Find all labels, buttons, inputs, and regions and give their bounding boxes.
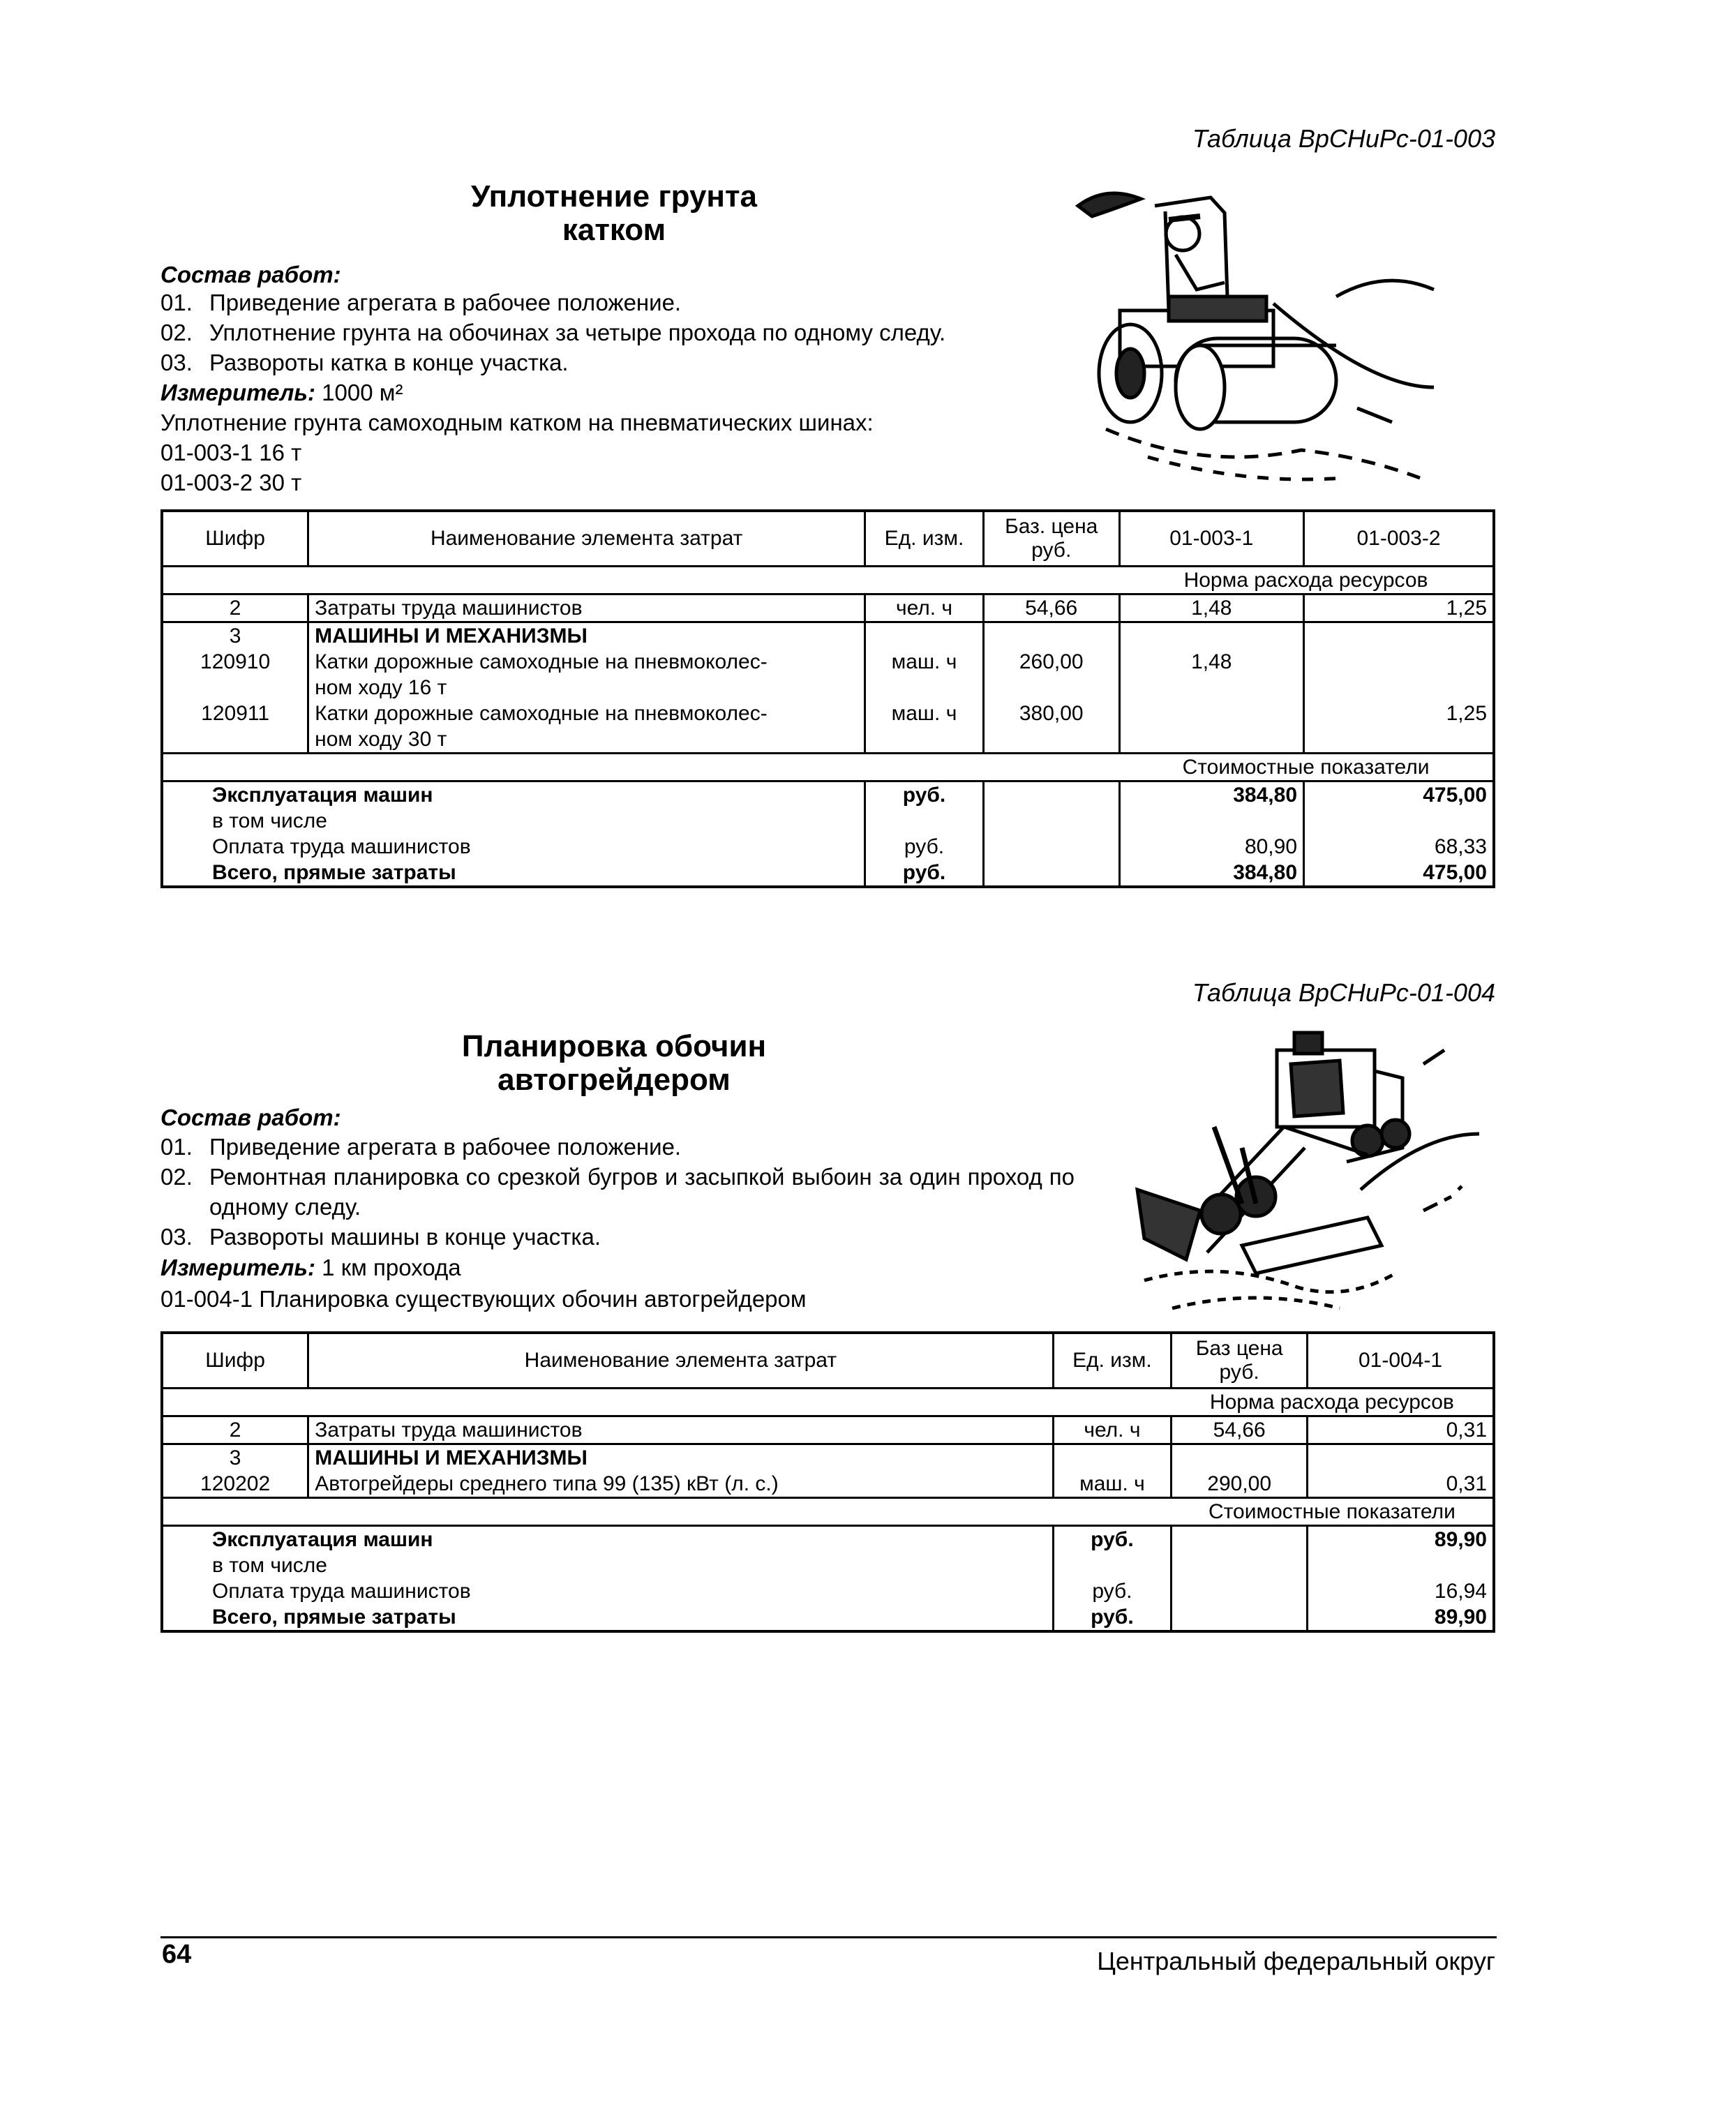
cell-name: Оплата труда машинистов xyxy=(212,1580,471,1603)
cell-value xyxy=(1119,701,1303,754)
header-cell: 01-003-1 xyxy=(1119,511,1303,567)
meter-value: 1 км прохода xyxy=(322,1255,461,1280)
step-text: Приведение агрегата в рабочее положение. xyxy=(209,290,682,315)
header-cell: Шифр xyxy=(162,511,308,567)
table-row xyxy=(162,1552,1494,1578)
cost-label: Стоимостные показатели xyxy=(1172,1498,1494,1526)
cell-name: Затраты труда машинистов xyxy=(308,1416,1053,1444)
title-line: Уплотнение грунта xyxy=(470,179,758,214)
cell-name xyxy=(308,649,865,701)
table-row xyxy=(162,701,1494,754)
work-step xyxy=(160,1162,1075,1222)
work-step xyxy=(160,347,1102,377)
cell-value: 16,94 xyxy=(1308,1578,1494,1604)
table-row xyxy=(162,834,1494,860)
cell-value: 475,00 xyxy=(1304,781,1494,809)
composition-label: Состав работ: xyxy=(160,1105,341,1130)
cell-unit: маш. ч xyxy=(865,701,984,754)
cell-price: 54,66 xyxy=(983,594,1119,622)
cell-unit: руб. xyxy=(1053,1526,1172,1553)
description: Уплотнение грунта самоходным катком на пневматических шинах: xyxy=(160,410,874,435)
cell-code: 120202 xyxy=(200,1472,271,1495)
table-row xyxy=(162,594,1494,622)
cost-label: Стоимостные показатели xyxy=(1119,754,1494,781)
step-text: Развороты машины в конце участка. xyxy=(209,1224,601,1250)
cell-code: 2 xyxy=(162,594,308,622)
cell-code: 3 xyxy=(229,1446,241,1469)
cell-unit: маш. ч xyxy=(865,649,984,701)
cell-name: Автогрейдеры среднего типа 99 (135) кВт (л. с.) xyxy=(308,1471,1053,1498)
cell-value: 384,80 xyxy=(1119,781,1303,809)
cell-value: 68,33 xyxy=(1304,834,1494,860)
table-reference: Таблица ВрСНиРс-01-003 xyxy=(1192,124,1495,153)
section-title xyxy=(391,180,837,247)
page-number: 64 xyxy=(162,1940,192,1969)
header-cell: Ед. изм. xyxy=(1053,1333,1172,1389)
step-number: 01. xyxy=(160,290,193,315)
cell-unit: руб. xyxy=(1053,1604,1172,1631)
cell-name-line: Катки дорожные самоходные на пневмоколес- xyxy=(315,650,768,673)
header-cell: Ед. изм. xyxy=(865,511,984,567)
section-title xyxy=(391,1030,837,1097)
title-line: автогрейдером xyxy=(497,1063,731,1097)
cell-code: 120910 xyxy=(200,650,271,673)
road-roller-illustration xyxy=(1064,178,1441,499)
table-row xyxy=(162,781,1494,809)
composition-label: Состав работ: xyxy=(160,262,341,287)
cell-name xyxy=(308,701,865,754)
work-step xyxy=(160,1132,1075,1162)
table-row xyxy=(162,1526,1494,1553)
table-header-row xyxy=(162,511,1494,567)
cell-name: Затраты труда машинистов xyxy=(308,594,865,622)
meter-label: Измеритель: xyxy=(160,1255,315,1280)
table-subheader-row xyxy=(162,1389,1494,1416)
cost-table xyxy=(160,1331,1495,1633)
cell-price: 290,00 xyxy=(1172,1471,1308,1498)
header-cell: Наименование элемента затрат xyxy=(308,511,865,567)
norm-label: Норма расхода ресурсов xyxy=(1119,567,1494,594)
step-number: 02. xyxy=(160,320,193,345)
header-cell: Шифр xyxy=(162,1333,308,1389)
cell-value: 1,25 xyxy=(1304,594,1494,622)
work-step xyxy=(160,1222,1075,1252)
cell-unit: чел. ч xyxy=(865,594,984,622)
table-row xyxy=(162,1578,1494,1604)
cell-name: Всего, прямые затраты xyxy=(212,1606,456,1629)
table-subheader-row xyxy=(162,567,1494,594)
cell-code: 3 xyxy=(229,624,241,648)
table-row xyxy=(162,622,1494,650)
cell-code: 2 xyxy=(162,1416,308,1444)
cell-name: МАШИНЫ И МЕХАНИЗМЫ xyxy=(308,622,865,650)
norm-label: Норма расхода ресурсов xyxy=(1172,1389,1494,1416)
footer-region: Центральный федеральный округ xyxy=(1097,1947,1495,1975)
footer-divider xyxy=(160,1936,1497,1938)
cell-name-line: Катки дорожные самоходные на пневмоколес- xyxy=(315,702,768,725)
cell-price: 54,66 xyxy=(1172,1416,1308,1444)
step-number: 01. xyxy=(160,1134,193,1160)
cell-name: Оплата труда машинистов xyxy=(212,835,471,858)
cell-value: 1,48 xyxy=(1119,649,1303,701)
table-row xyxy=(162,1604,1494,1631)
table-row xyxy=(162,860,1494,887)
table-reference: Таблица ВрСНиРс-01-004 xyxy=(1192,978,1495,1007)
cell-value: 89,90 xyxy=(1308,1604,1494,1631)
title-line: катком xyxy=(562,213,666,247)
header-cell: Баз цена руб. xyxy=(1172,1333,1308,1389)
cell-value: 384,80 xyxy=(1119,860,1303,887)
header-cell: 01-004-1 xyxy=(1308,1333,1494,1389)
title-line: Планировка обочин xyxy=(461,1029,767,1063)
step-text: Развороты катка в конце участка. xyxy=(209,350,569,375)
cell-price: 380,00 xyxy=(983,701,1119,754)
step-number: 02. xyxy=(160,1164,193,1190)
table-subheader-row xyxy=(162,1498,1494,1526)
table-row xyxy=(162,1416,1494,1444)
cell-value: 475,00 xyxy=(1304,860,1494,887)
cell-value: 0,31 xyxy=(1308,1416,1494,1444)
work-step xyxy=(160,317,1102,347)
cell-value: 1,25 xyxy=(1304,701,1494,754)
header-cell: Наименование элемента затрат xyxy=(308,1333,1053,1389)
cell-unit: руб. xyxy=(865,781,984,809)
meter-label: Измеритель: xyxy=(160,380,315,405)
cost-table xyxy=(160,509,1495,888)
cell-unit: руб. xyxy=(1053,1578,1172,1604)
cell-name-line: ном ходу 16 т xyxy=(315,676,447,699)
table-subheader-row xyxy=(162,754,1494,781)
header-cell: 01-003-2 xyxy=(1304,511,1494,567)
cell-name: Эксплуатация машин xyxy=(212,1528,433,1551)
table-header-row xyxy=(162,1333,1494,1389)
meter-value: 1000 м² xyxy=(322,380,403,405)
motor-grader-illustration xyxy=(1116,1022,1500,1322)
variant: 01-004-1 Планировка существующих обочин автогрейдером xyxy=(160,1286,807,1312)
step-text: Приведение агрегата в рабочее положение. xyxy=(209,1134,682,1160)
cell-value: 80,90 xyxy=(1119,834,1303,860)
meter xyxy=(160,1252,461,1282)
cell-value: 89,90 xyxy=(1308,1526,1494,1553)
table-row xyxy=(162,1471,1494,1498)
work-steps xyxy=(160,287,1102,377)
cell-name: Эксплуатация машин xyxy=(212,784,433,807)
variant: 01-003-1 16 т xyxy=(160,440,302,465)
cell-name: МАШИНЫ И МЕХАНИЗМЫ xyxy=(308,1444,1053,1472)
table-row xyxy=(162,808,1494,834)
table-row xyxy=(162,1444,1494,1472)
cell-unit: чел. ч xyxy=(1053,1416,1172,1444)
cell-unit: маш. ч xyxy=(1053,1471,1172,1498)
variant: 01-003-2 30 т xyxy=(160,470,302,495)
cell-code: 120911 xyxy=(201,702,270,725)
cell-value xyxy=(1304,649,1494,701)
meter xyxy=(160,377,403,407)
cell-name: в том числе xyxy=(212,1554,327,1577)
cell-name: Всего, прямые затраты xyxy=(212,861,456,884)
work-steps xyxy=(160,1132,1075,1252)
step-text: Ремонтная планировка со срезкой бугров и засыпкой выбоин за один проход по одному следу. xyxy=(209,1164,1075,1220)
cell-name: в том числе xyxy=(212,809,327,832)
step-number: 03. xyxy=(160,350,193,375)
header-cell: Баз. цена руб. xyxy=(983,511,1119,567)
work-step xyxy=(160,287,1102,317)
table-row xyxy=(162,649,1494,701)
step-number: 03. xyxy=(160,1224,193,1250)
cell-price: 260,00 xyxy=(983,649,1119,701)
step-text: Уплотнение грунта на обочинах за четыре прохода по одному следу. xyxy=(209,320,946,345)
cell-value: 1,48 xyxy=(1119,594,1303,622)
cell-unit: руб. xyxy=(865,860,984,887)
cell-value: 0,31 xyxy=(1308,1471,1494,1498)
cell-name-line: ном ходу 30 т xyxy=(315,728,447,751)
cell-unit: руб. xyxy=(865,834,984,860)
